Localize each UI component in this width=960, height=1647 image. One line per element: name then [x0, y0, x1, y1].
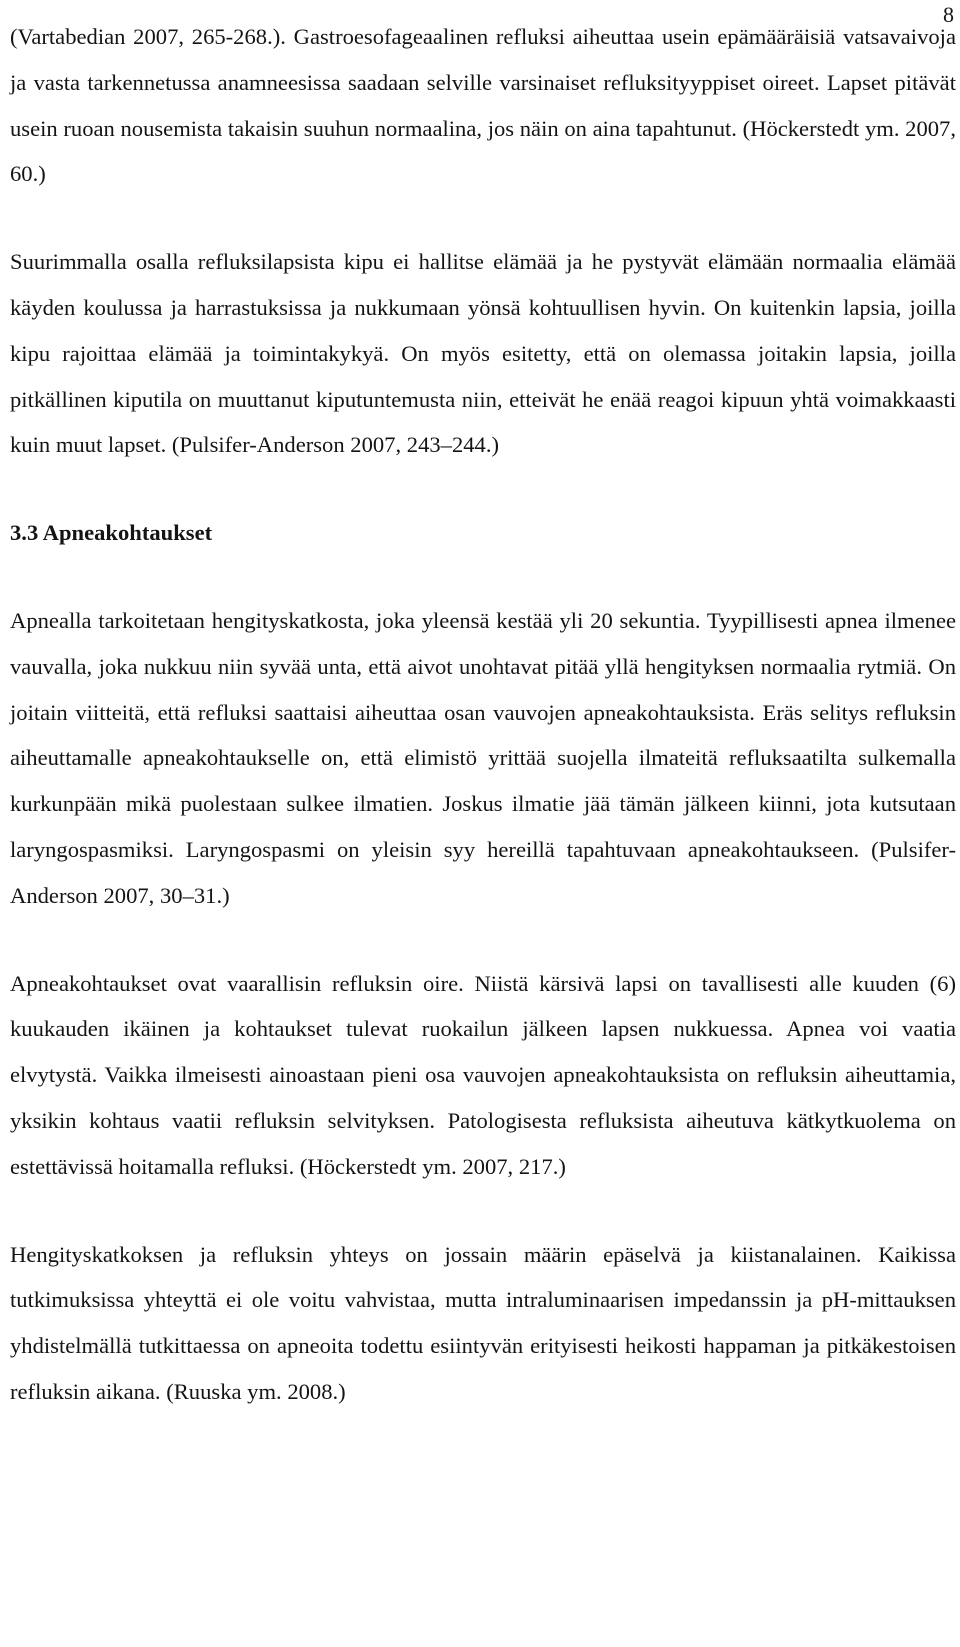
- section-heading: 3.3 Apneakohtaukset: [10, 520, 213, 546]
- document-body: [10, 14, 956, 1415]
- paragraph-reflux-symptoms: (Vartabedian 2007, 265-268.). Gastroesofageaalinen refluksi aiheuttaa usein epämääräisiä vatsavaivoja ja vasta tarkennetussa anamneesissa saadaan selville varsinaiset refluksityyppiset oireet. Lapset pitävät usein ruoan nousemista takaisin suuhun normaalina, jos näin on aina tapahtunut. (Höckerstedt ym. 2007, 60.): [10, 24, 956, 187]
- paragraph-pain: Suurimmalla osalla refluksilapsista kipu ei hallitse elämää ja he pystyvät elämään normaalia elämää käyden koulussa ja harrastuksissa ja nukkumaan yönsä kohtuullisen hyvin. On kuitenkin lapsia, joilla kipu rajoittaa elämää ja toimintakykyä. On myös esitetty, että on olemassa joitakin lapsia, joilla pitkällinen kiputila on muuttanut kiputuntemusta niin, etteivät he enää reagoi kipuun yhtä voimakkaasti kuin muut lapset. (Pulsifer-Anderson 2007, 243–244.): [10, 249, 956, 458]
- paragraph-apnea-danger: Apneakohtaukset ovat vaarallisin refluksin oire. Niistä kärsivä lapsi on tavallisesti alle kuuden (6) kuukauden ikäinen ja kohtaukset tulevat ruokailun jälkeen lapsen nukkuessa. Apnea voi vaatia elvytystä. Vaikka ilmeisesti ainoastaan pieni osa vauvojen apneakohtauksista on refluksin aiheuttamia, yksikin kohtaus vaatii refluksin selvityksen. Patologisesta refluksista aiheutuva kätkytkuolema on estettävissä hoitamalla refluksi. (Höckerstedt ym. 2007, 217.): [10, 970, 956, 1179]
- page-number: 8: [943, 2, 954, 27]
- paragraph-apnea-link: Hengityskatkoksen ja refluksin yhteys on jossain määrin epäselvä ja kiistanalainen. Kaikissa tutkimuksissa yhteyttä ei ole voitu vahvistaa, mutta intraluminaarisen impedanssin ja pH-mittauksen yhdistelmällä tutkittaessa on apneoita todettu esiintyvän erityisesti heikosti happaman ja pitkäkestoisen refluksin aikana. (Ruuska ym. 2008.): [10, 1241, 956, 1404]
- paragraph-apnea-definition: Apnealla tarkoitetaan hengityskatkosta, joka yleensä kestää yli 20 sekuntia. Tyypillisesti apnea ilmenee vauvalla, joka nukkuu niin syvää unta, että aivot unohtavat pitää yllä hengityksen normaalia rytmiä. On joitain viitteitä, että refluksi saattaisi aiheuttaa osan vauvojen apneakohtauksista. Eräs selitys refluksin aiheuttamalle apneakohtaukselle on, että elimistö yrittää suojella ilmateitä refluksaatilta sulkemalla kurkunpään mikä puolestaan sulkee ilmatien. Joskus ilmatie jää tämän jälkeen kiinni, jota kutsutaan laryngospasmiksi. Laryngospasmi on yleisin syy hereillä tapahtuvaan apneakohtaukseen. (Pulsifer-Anderson 2007, 30–31.): [10, 607, 956, 908]
